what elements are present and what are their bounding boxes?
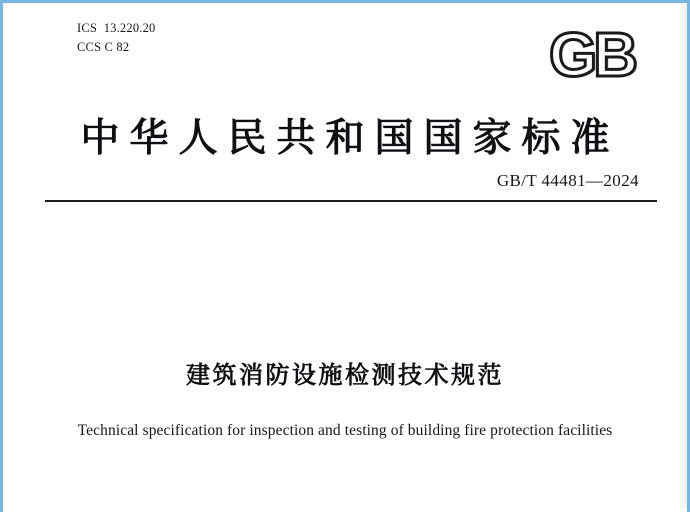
document-title-chinese: 建筑消防设施检测技术规范 — [186, 362, 504, 389]
document-page — [3, 3, 687, 512]
scan-edge-shadow — [677, 3, 687, 512]
ccs-code: CCS C 82 — [77, 40, 130, 55]
horizontal-divider — [45, 200, 657, 202]
ics-code: ICS 13.220.20 — [77, 21, 156, 35]
page-bottom-edge — [3, 508, 687, 512]
gb-emblem-icon: GB — [549, 21, 634, 90]
national-standard-title: 中华人民共和国国家标准 — [80, 117, 620, 160]
document-title-english: Technical specification for inspection and testing of building fire protection facilities — [77, 422, 613, 439]
classification-codes — [77, 19, 156, 58]
standard-number: GB/T 44481—2024 — [496, 171, 639, 190]
